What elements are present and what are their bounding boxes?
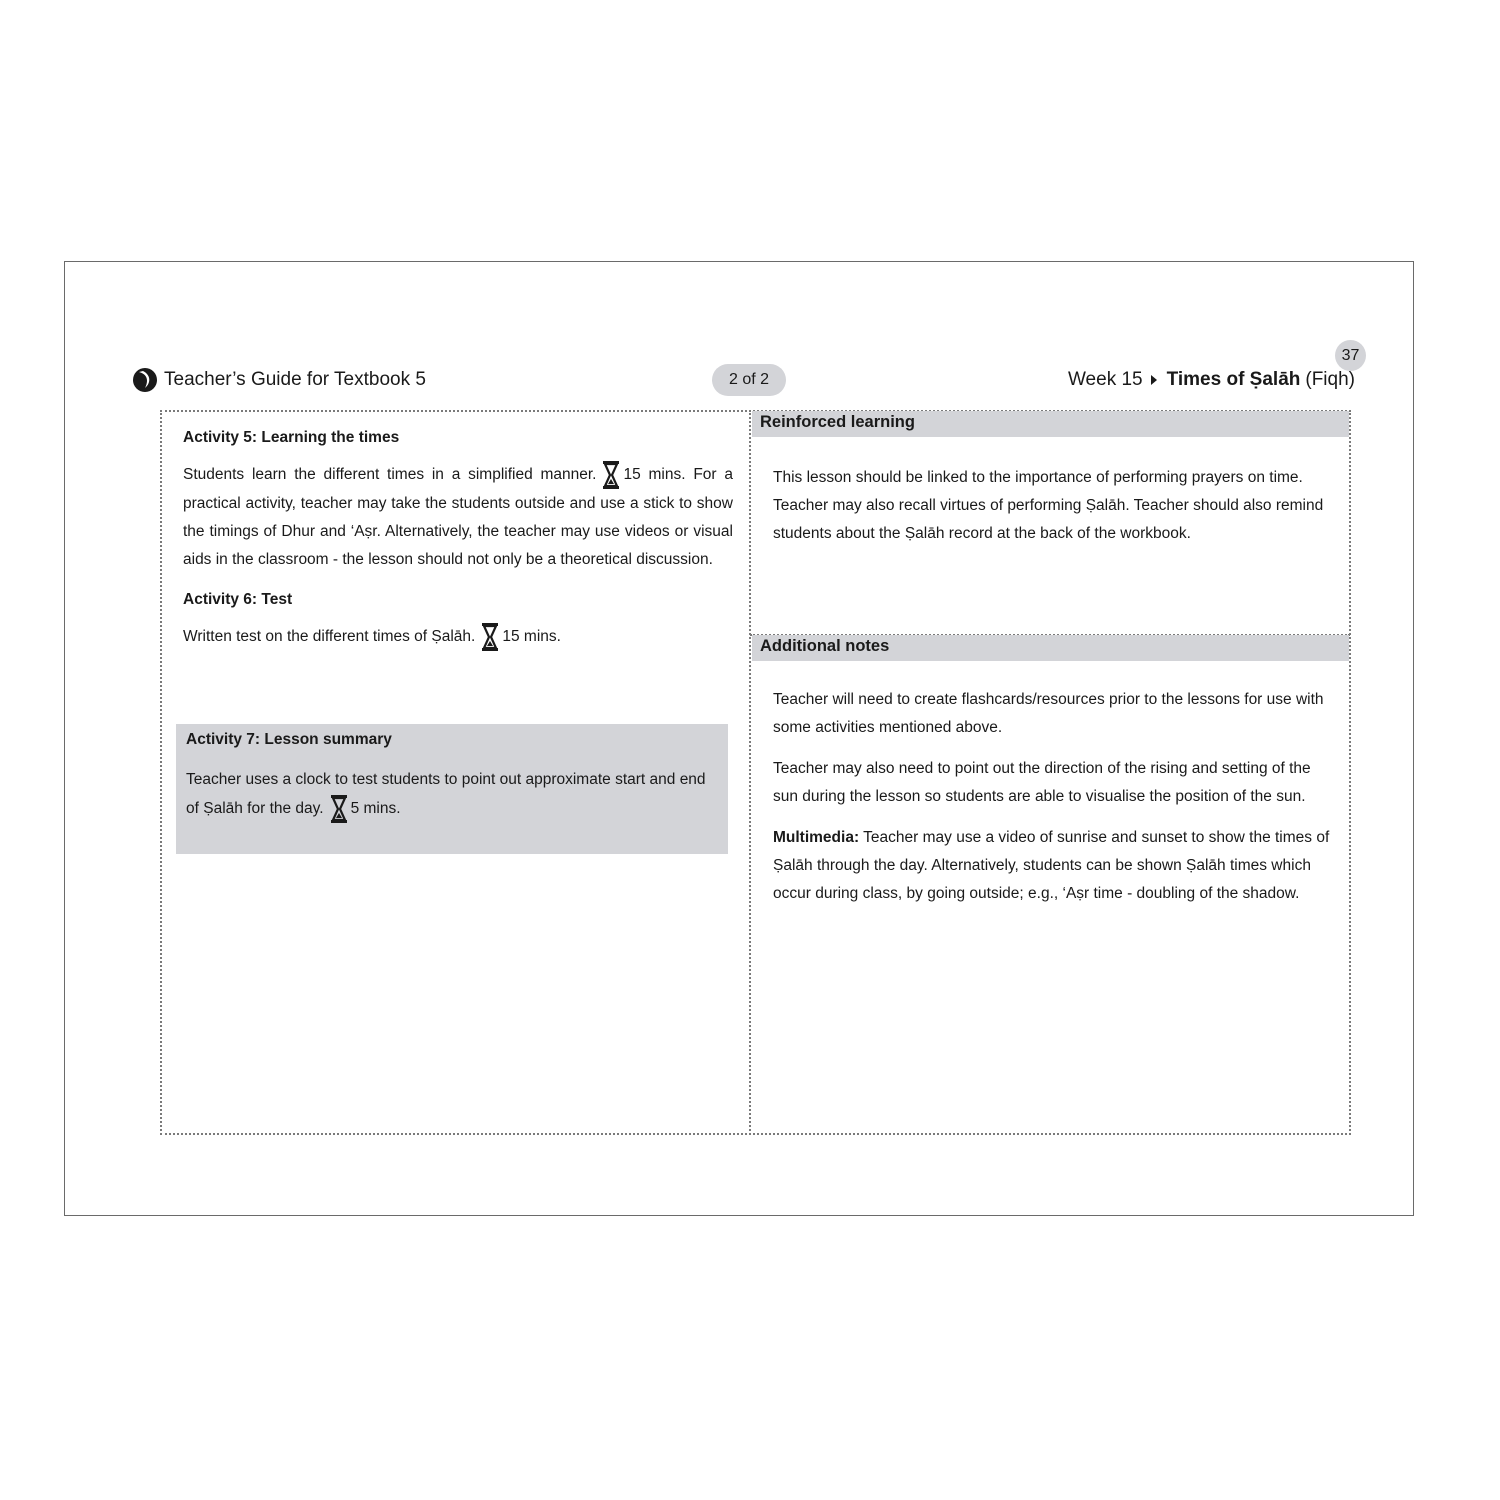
notes-paragraph: Teacher may also need to point out the direction of the rising and setting of the sun during the lesson so students are able to visualise the position of the sun. <box>773 760 1311 805</box>
week-label: Week 15 <box>1067 369 1143 390</box>
hourglass-icon <box>602 460 620 490</box>
notes-paragraph: Teacher will need to create flashcards/resources prior to the lessons for use with some activities mentioned above. <box>773 691 1324 736</box>
hourglass-icon <box>481 622 499 652</box>
multimedia-label: Multimedia: <box>773 829 860 846</box>
activity5-text: Students learn the different times in a simplified manner. 15 mins. For a practical activity, teacher may take the students outside and use a stick to show the timings of Dhur and ‘Aṣr. Alternatively, the teacher may use videos or visual aids in the classroom - the lesson should not only be a theoretical discussion. <box>183 460 733 574</box>
caret-right-icon <box>1151 375 1157 385</box>
publisher-logo-icon <box>132 367 158 393</box>
page-indicator: 2 of 2 <box>712 364 786 396</box>
subject-label: (Fiqh) <box>1305 369 1355 390</box>
left-column <box>183 420 733 664</box>
hourglass-icon <box>330 794 348 824</box>
activity6-title: Activity 6: Test <box>183 591 293 608</box>
activity5-title: Activity 5: Learning the times <box>183 429 400 446</box>
activity7-text: Teacher uses a clock to test students to point out approximate start and end of Ṣalāh for the day. 5 mins. <box>186 766 718 824</box>
guide-title: Teacher’s Guide for Textbook 5 <box>164 369 426 390</box>
topic-title: Times of Ṣalāh <box>1166 369 1301 390</box>
additional-notes-section <box>773 686 1333 921</box>
header-right <box>1068 366 1355 394</box>
reinforced-learning-section <box>773 464 1333 561</box>
reinforced-learning-text: This lesson should be linked to the importance of performing prayers on time. Teacher may also recall virtues of performing Ṣalāh. Teacher should also remind students about the Ṣalāh record at the back of the workbook. <box>773 469 1324 542</box>
page-number: 37 <box>1335 340 1366 371</box>
additional-notes-heading: Additional notes <box>752 635 1349 661</box>
lesson-summary-box <box>176 724 728 854</box>
column-divider <box>749 410 751 1135</box>
activity6-text: Written test on the different times of Ṣalāh. 15 mins. <box>183 622 733 652</box>
activity7-title: Activity 7: Lesson summary <box>186 731 392 748</box>
multimedia-paragraph: Multimedia: Teacher may use a video of sunrise and sunset to show the times of Ṣalāh through the day. Alternatively, students can be shown Ṣalāh times which occur during class, by going outside; e.g., ‘Aṣr time - doubling of the shadow. <box>773 829 1330 902</box>
reinforced-learning-heading: Reinforced learning <box>752 411 1349 437</box>
header-left <box>132 366 426 394</box>
